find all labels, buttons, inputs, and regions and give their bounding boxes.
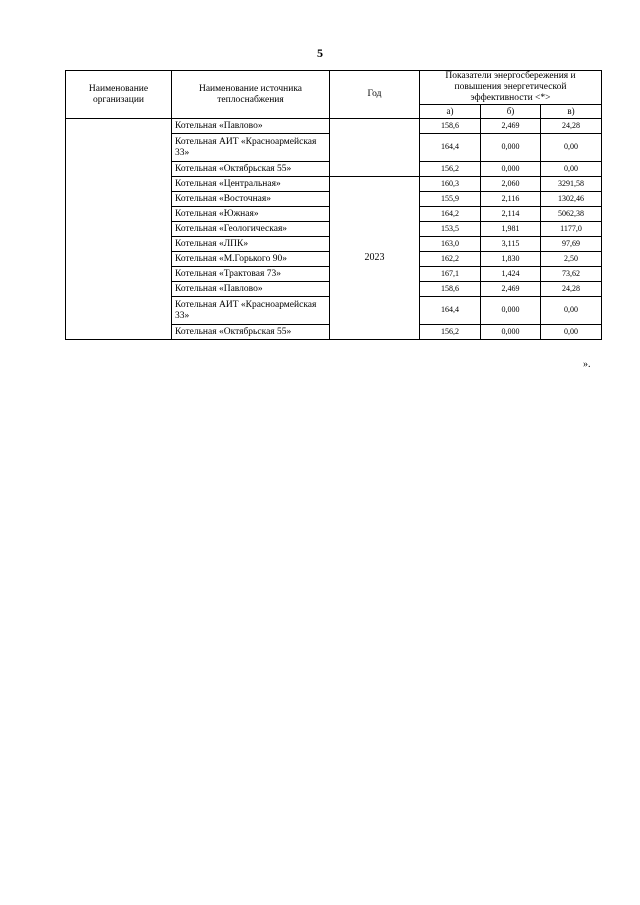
table-row xyxy=(66,119,602,134)
value-b: 2,116 xyxy=(481,192,541,207)
value-b: 2,469 xyxy=(481,282,541,297)
value-a: 160,3 xyxy=(420,177,481,192)
value-b: 2,114 xyxy=(481,207,541,222)
value-v: 1177,0 xyxy=(541,222,602,237)
header-organization: Наименование организации xyxy=(66,71,172,119)
value-v: 0,00 xyxy=(541,297,602,325)
value-v: 1302,46 xyxy=(541,192,602,207)
source-cell: Котельная «Южная» xyxy=(172,207,330,222)
value-b: 3,115 xyxy=(481,237,541,252)
value-a: 162,2 xyxy=(420,252,481,267)
value-b: 2,469 xyxy=(481,119,541,134)
value-v: 0,00 xyxy=(541,325,602,340)
source-cell: Котельная «Павлово» xyxy=(172,282,330,297)
value-b: 1,981 xyxy=(481,222,541,237)
value-a: 167,1 xyxy=(420,267,481,282)
value-v: 24,28 xyxy=(541,119,602,134)
source-cell: Котельная «Павлово» xyxy=(172,119,330,134)
value-b: 0,000 xyxy=(481,134,541,162)
value-v: 24,28 xyxy=(541,282,602,297)
header-year: Год xyxy=(330,71,420,119)
value-a: 155,9 xyxy=(420,192,481,207)
header-indicators: Показатели энергосбережения и повышения энергетической эффективности <*> xyxy=(420,71,602,105)
value-a: 156,2 xyxy=(420,325,481,340)
value-b: 2,060 xyxy=(481,177,541,192)
value-v: 5062,38 xyxy=(541,207,602,222)
header-source: Наименование источника теплоснабжения xyxy=(172,71,330,119)
source-cell: Котельная «Восточная» xyxy=(172,192,330,207)
header-row xyxy=(66,71,602,105)
value-a: 163,0 xyxy=(420,237,481,252)
source-cell: Котельная АИТ «Красноармейская 33» xyxy=(172,297,330,325)
value-v: 73,62 xyxy=(541,267,602,282)
subheader-b: б) xyxy=(481,104,541,118)
source-cell: Котельная «Октябрьская 55» xyxy=(172,325,330,340)
source-cell: Котельная «Октябрьская 55» xyxy=(172,162,330,177)
source-cell: Котельная АИТ «Красноармейская 33» xyxy=(172,134,330,162)
source-cell: Котельная «Трактовая 73» xyxy=(172,267,330,282)
year-cell-continued xyxy=(330,119,420,177)
year-cell: 2023 xyxy=(330,177,420,340)
value-a: 164,2 xyxy=(420,207,481,222)
value-b: 0,000 xyxy=(481,325,541,340)
organization-cell xyxy=(66,119,172,340)
value-v: 0,00 xyxy=(541,162,602,177)
closing-quote-mark: ». xyxy=(583,359,591,370)
energy-efficiency-table xyxy=(65,70,602,340)
value-b: 0,000 xyxy=(481,162,541,177)
value-b: 1,424 xyxy=(481,267,541,282)
value-v: 97,69 xyxy=(541,237,602,252)
source-cell: Котельная «М.Горького 90» xyxy=(172,252,330,267)
value-v: 2,50 xyxy=(541,252,602,267)
subheader-a: а) xyxy=(420,104,481,118)
value-b: 1,830 xyxy=(481,252,541,267)
value-a: 164,4 xyxy=(420,134,481,162)
source-cell: Котельная «ЛПК» xyxy=(172,237,330,252)
source-cell: Котельная «Геологическая» xyxy=(172,222,330,237)
value-a: 153,5 xyxy=(420,222,481,237)
value-b: 0,000 xyxy=(481,297,541,325)
value-a: 158,6 xyxy=(420,119,481,134)
value-v: 0,00 xyxy=(541,134,602,162)
value-a: 158,6 xyxy=(420,282,481,297)
value-v: 3291,58 xyxy=(541,177,602,192)
value-a: 156,2 xyxy=(420,162,481,177)
value-a: 164,4 xyxy=(420,297,481,325)
source-cell: Котельная «Центральная» xyxy=(172,177,330,192)
subheader-v: в) xyxy=(541,104,602,118)
page-number: 5 xyxy=(317,46,323,60)
